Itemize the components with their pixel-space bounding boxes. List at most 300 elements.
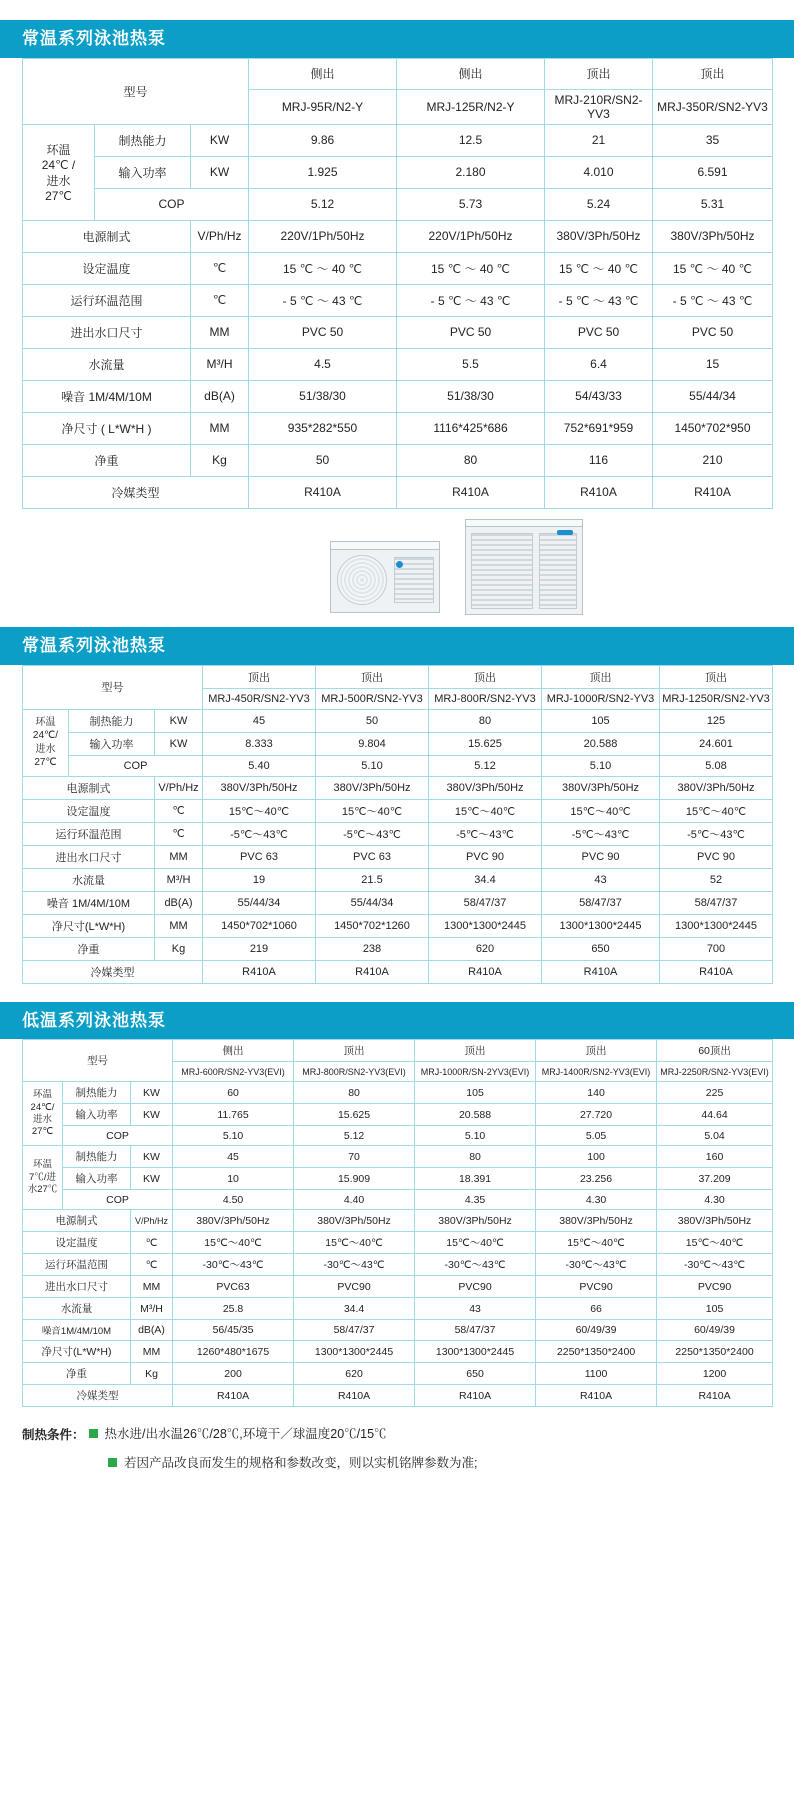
- table-row: [23, 845, 773, 868]
- cell: 105: [657, 1298, 773, 1320]
- table-row: [23, 755, 773, 776]
- model-value: MRJ-800R/SN2‐YV3: [429, 688, 542, 709]
- row-label: COP: [95, 188, 249, 220]
- model-value: MRJ-1000R/SN2‐YV3: [542, 688, 660, 709]
- table-row-outlet: [23, 1040, 773, 1062]
- cell: 220V/1Ph/50Hz: [397, 220, 545, 252]
- row-label: 净尺寸(L*W*H): [23, 914, 155, 937]
- cell: 50: [249, 444, 397, 476]
- cond-line: 环温: [32, 1089, 52, 1101]
- row-label: 净尺寸 ( L*W*H ): [23, 412, 191, 444]
- cell: 45: [203, 709, 316, 732]
- table-row: [23, 868, 773, 891]
- cell: 80: [397, 444, 545, 476]
- table-row: [23, 914, 773, 937]
- cell: PVC 50: [397, 316, 545, 348]
- cell: 5.05: [536, 1126, 657, 1146]
- row-unit: MM: [131, 1276, 173, 1298]
- cell: 1200: [657, 1363, 773, 1385]
- cell: -30℃～43℃: [294, 1254, 415, 1276]
- row-label: 噪音1M/4M/10M: [23, 1320, 131, 1341]
- cell: 1450*702*950: [653, 412, 773, 444]
- model-value: MRJ-1000R/SN-2YV3(EVI): [415, 1062, 536, 1082]
- cell: R410A: [415, 1385, 536, 1407]
- cell: 1300*1300*2445: [415, 1341, 536, 1363]
- cell: 105: [415, 1082, 536, 1104]
- cell: ‐ 5 ℃ ～ 43 ℃: [397, 284, 545, 316]
- cell: 15℃～40℃: [429, 799, 542, 822]
- row-unit: KW: [131, 1082, 173, 1104]
- table-row: [23, 1363, 773, 1385]
- row-unit: KW: [131, 1146, 173, 1168]
- model-value: MRJ-1400R/SN2-YV3(EVI): [536, 1062, 657, 1082]
- cell: 380V/3Ph/50Hz: [173, 1210, 294, 1232]
- cell: 34.4: [429, 868, 542, 891]
- row-label: 输入功率: [95, 156, 191, 188]
- cell: 15.625: [429, 732, 542, 755]
- cell: 380V/3Ph/50Hz: [415, 1210, 536, 1232]
- cell: 11.765: [173, 1104, 294, 1126]
- cell: 15 ℃ ～ 40 ℃: [249, 252, 397, 284]
- row-label: 水流量: [23, 348, 191, 380]
- footnote-row-1: [22, 1425, 772, 1444]
- cell: 58/47/37: [415, 1320, 536, 1341]
- table-row: [23, 1082, 773, 1104]
- row-unit: Kg: [131, 1363, 173, 1385]
- cond-line: 24℃ /: [41, 158, 76, 173]
- cell: 2.180: [397, 156, 545, 188]
- cell: PVC90: [294, 1276, 415, 1298]
- cond-line: 7℃/进: [29, 1171, 56, 1183]
- cell: 51/38/30: [249, 380, 397, 412]
- cell: 58/47/37: [660, 891, 773, 914]
- cell: 15℃～40℃: [657, 1232, 773, 1254]
- cell: 1260*480*1675: [173, 1341, 294, 1363]
- cell: 8.333: [203, 732, 316, 755]
- row-unit: KW: [191, 156, 249, 188]
- cell: R410A: [657, 1385, 773, 1407]
- row-label: 水流量: [23, 868, 155, 891]
- cell: 380V/3Ph/50Hz: [203, 776, 316, 799]
- row-label: 进出水口尺寸: [23, 316, 191, 348]
- table-row: [23, 732, 773, 755]
- cell: 15 ℃ ～ 40 ℃: [653, 252, 773, 284]
- model-value: MRJ-1250R/SN2‐YV3: [660, 688, 773, 709]
- cell: 54/43/33: [545, 380, 653, 412]
- cell: 20.588: [415, 1104, 536, 1126]
- row-unit: M³/H: [131, 1298, 173, 1320]
- footnote-row-2: [22, 1454, 772, 1473]
- section-banner-normal-1: 常温系列泳池热泵: [0, 20, 794, 58]
- row-label: 设定温度: [23, 1232, 131, 1254]
- cell: 43: [542, 868, 660, 891]
- cell: PVC90: [415, 1276, 536, 1298]
- cell: 380V/3Ph/50Hz: [316, 776, 429, 799]
- row-unit: dB(A): [131, 1320, 173, 1341]
- cell: 70: [294, 1146, 415, 1168]
- cell: 1.925: [249, 156, 397, 188]
- table-row: [23, 1254, 773, 1276]
- table-row: [23, 1104, 773, 1126]
- outlet-label: 60顶出: [657, 1040, 773, 1062]
- cell: 23.256: [536, 1168, 657, 1190]
- row-label: 净重: [23, 1363, 131, 1385]
- cell: 1450*702*1060: [203, 914, 316, 937]
- cell: 5.08: [660, 755, 773, 776]
- row-unit: MM: [131, 1341, 173, 1363]
- cell: 380V/3Ph/50Hz: [294, 1210, 415, 1232]
- cell: 380V/3Ph/50Hz: [660, 776, 773, 799]
- outlet-label: 侧出: [397, 58, 545, 89]
- cell: 5.12: [249, 188, 397, 220]
- cell: 5.10: [316, 755, 429, 776]
- cell: 5.24: [545, 188, 653, 220]
- row-label: 制热能力: [69, 709, 155, 732]
- cond-line: 24℃/: [30, 1101, 55, 1113]
- cell: PVC 90: [660, 845, 773, 868]
- cell: 37.209: [657, 1168, 773, 1190]
- cell: 60/49/39: [657, 1320, 773, 1341]
- table-row: [23, 937, 773, 960]
- cell: 2250*1350*2400: [536, 1341, 657, 1363]
- table-row: [23, 1320, 773, 1341]
- model-value: MRJ‐210R/SN2‐YV3: [545, 89, 653, 124]
- table-row: [23, 348, 773, 380]
- cell: 18.391: [415, 1168, 536, 1190]
- condition-group-label: [23, 124, 95, 220]
- table-row: [23, 960, 773, 983]
- table-row: [23, 1232, 773, 1254]
- cell: 1100: [536, 1363, 657, 1385]
- row-label: 运行环温范围: [23, 822, 155, 845]
- model-value: MRJ-800R/SN2-YV3(EVI): [294, 1062, 415, 1082]
- outlet-label: 顶出: [545, 58, 653, 89]
- cell: -30℃～43℃: [657, 1254, 773, 1276]
- cell: 4.010: [545, 156, 653, 188]
- model-header: 型号: [23, 58, 249, 124]
- bullet-square-icon: [89, 1429, 98, 1438]
- section-normal-2: [0, 665, 794, 984]
- table-row: [23, 709, 773, 732]
- cell: -30℃～43℃: [536, 1254, 657, 1276]
- heat-pump-unit-small-image: [330, 541, 440, 613]
- spec-sheet-page: [0, 20, 794, 1513]
- model-value: MRJ-2250R/SN2-YV3(EVI): [657, 1062, 773, 1082]
- cell: R410A: [542, 960, 660, 983]
- cell: 10: [173, 1168, 294, 1190]
- cell: 27.720: [536, 1104, 657, 1126]
- cell: 650: [415, 1363, 536, 1385]
- cond-line: 27℃: [45, 189, 72, 204]
- row-label: 输入功率: [63, 1104, 131, 1126]
- cell: 5.10: [173, 1126, 294, 1146]
- section-normal-1: [0, 58, 794, 509]
- row-label: 电源制式: [23, 1210, 131, 1232]
- cell: 58/47/37: [294, 1320, 415, 1341]
- cond-line: 环温: [46, 143, 71, 158]
- row-label: 电源制式: [23, 220, 191, 252]
- cell: 56/45/35: [173, 1320, 294, 1341]
- table-row: [23, 316, 773, 348]
- cell: 200: [173, 1363, 294, 1385]
- cell: 15℃～40℃: [542, 799, 660, 822]
- table-row: [23, 1341, 773, 1363]
- outlet-label: 顶出: [660, 665, 773, 688]
- bullet-square-icon: [108, 1458, 117, 1467]
- outlet-label: 顶出: [203, 665, 316, 688]
- condition-group-label-2: [23, 1146, 63, 1210]
- cell: 6.4: [545, 348, 653, 380]
- table-row: [23, 124, 773, 156]
- row-label: 进出水口尺寸: [23, 1276, 131, 1298]
- table-row: [23, 799, 773, 822]
- row-label: 净重: [23, 444, 191, 476]
- cell: 4.50: [173, 1190, 294, 1210]
- cell: 380V/3Ph/50Hz: [545, 220, 653, 252]
- cell: PVC63: [173, 1276, 294, 1298]
- cell: ‐ 5 ℃ ～ 43 ℃: [545, 284, 653, 316]
- cell: 5.12: [429, 755, 542, 776]
- cell: 380V/3Ph/50Hz: [536, 1210, 657, 1232]
- cell: ‐ 5 ℃ ～ 43 ℃: [653, 284, 773, 316]
- cell: 1300*1300*2445: [660, 914, 773, 937]
- row-label: 制热能力: [63, 1146, 131, 1168]
- cell: R410A: [429, 960, 542, 983]
- cell: PVC90: [536, 1276, 657, 1298]
- cell: 650: [542, 937, 660, 960]
- cell: 380V/3Ph/50Hz: [542, 776, 660, 799]
- cell: 5.04: [657, 1126, 773, 1146]
- row-unit: V/Ph/Hz: [131, 1210, 173, 1232]
- cell: 380V/3Ph/50Hz: [653, 220, 773, 252]
- cell: 140: [536, 1082, 657, 1104]
- row-unit: V/Ph/Hz: [191, 220, 249, 252]
- cell: -5℃～43℃: [316, 822, 429, 845]
- cell: 4.35: [415, 1190, 536, 1210]
- row-label: 设定温度: [23, 799, 155, 822]
- spec-table-normal-1: [22, 58, 773, 509]
- table-row: [23, 891, 773, 914]
- cell: 15℃～40℃: [536, 1232, 657, 1254]
- cell: 80: [415, 1146, 536, 1168]
- cond-line: 27℃: [31, 1126, 54, 1138]
- cell: R410A: [316, 960, 429, 983]
- row-unit: ℃: [191, 252, 249, 284]
- row-label: 噪音 1M/4M/10M: [23, 380, 191, 412]
- model-header: 型号: [23, 1040, 173, 1082]
- cell: 160: [657, 1146, 773, 1168]
- row-unit: V/Ph/Hz: [155, 776, 203, 799]
- cond-line: 24℃/: [32, 730, 59, 742]
- cell: 225: [657, 1082, 773, 1104]
- condition-group-label-1: [23, 1082, 63, 1146]
- cell: 25.8: [173, 1298, 294, 1320]
- spec-table-low-temp: [22, 1039, 773, 1407]
- cell: 125: [660, 709, 773, 732]
- cell: 935*282*550: [249, 412, 397, 444]
- table-row: [23, 284, 773, 316]
- cell: 620: [429, 937, 542, 960]
- table-row: [23, 1276, 773, 1298]
- cell: 58/47/37: [542, 891, 660, 914]
- outlet-label: 侧出: [173, 1040, 294, 1062]
- cell: R410A: [660, 960, 773, 983]
- cell: 700: [660, 937, 773, 960]
- row-unit: MM: [155, 845, 203, 868]
- cell: 43: [415, 1298, 536, 1320]
- table-row: [23, 252, 773, 284]
- row-label: 制热能力: [63, 1082, 131, 1104]
- model-value: MRJ-450R/SN2‐YV3: [203, 688, 316, 709]
- cell: 15℃～40℃: [294, 1232, 415, 1254]
- table-row: [23, 1146, 773, 1168]
- product-images: [0, 519, 794, 627]
- cell: 219: [203, 937, 316, 960]
- cell: 5.73: [397, 188, 545, 220]
- cell: 80: [429, 709, 542, 732]
- row-unit: ℃: [155, 799, 203, 822]
- table-row: [23, 776, 773, 799]
- cell: 5.40: [203, 755, 316, 776]
- cell: 21: [545, 124, 653, 156]
- cell: 50: [316, 709, 429, 732]
- cell: 105: [542, 709, 660, 732]
- cell: 15℃～40℃: [203, 799, 316, 822]
- model-value: MRJ-600R/SN2-YV3(EVI): [173, 1062, 294, 1082]
- cell: R410A: [536, 1385, 657, 1407]
- cell: 15.625: [294, 1104, 415, 1126]
- table-row: [23, 1190, 773, 1210]
- cell: PVC 90: [542, 845, 660, 868]
- cell: PVC90: [657, 1276, 773, 1298]
- model-value: MRJ‐95R/N2‐Y: [249, 89, 397, 124]
- cell: 44.64: [657, 1104, 773, 1126]
- table-row: [23, 412, 773, 444]
- row-unit: dB(A): [191, 380, 249, 412]
- cell: R410A: [653, 476, 773, 508]
- table-row-outlet: [23, 665, 773, 688]
- row-unit: dB(A): [155, 891, 203, 914]
- cell: 55/44/34: [653, 380, 773, 412]
- cell: 4.40: [294, 1190, 415, 1210]
- cell: 55/44/34: [203, 891, 316, 914]
- row-label: 运行环温范围: [23, 1254, 131, 1276]
- cell: PVC 63: [316, 845, 429, 868]
- cell: PVC 50: [545, 316, 653, 348]
- cell: 21.5: [316, 868, 429, 891]
- row-unit: Kg: [155, 937, 203, 960]
- heat-pump-unit-large-image: [465, 519, 585, 615]
- row-unit: KW: [131, 1104, 173, 1126]
- cell: 15: [653, 348, 773, 380]
- cell: 20.588: [542, 732, 660, 755]
- table-row: [23, 444, 773, 476]
- row-label: 冷媒类型: [23, 476, 249, 508]
- row-unit: M³/H: [155, 868, 203, 891]
- row-unit: ℃: [131, 1232, 173, 1254]
- outlet-label: 侧出: [249, 58, 397, 89]
- table-row: [23, 1210, 773, 1232]
- cell: 35: [653, 124, 773, 156]
- table-row: [23, 822, 773, 845]
- cell: 55/44/34: [316, 891, 429, 914]
- row-unit: ℃: [155, 822, 203, 845]
- cond-line: 水27℃: [27, 1184, 58, 1196]
- row-label: 运行环温范围: [23, 284, 191, 316]
- cell: R410A: [203, 960, 316, 983]
- section-banner-normal-2: 常温系列泳池热泵: [0, 627, 794, 665]
- cond-line: 27℃: [34, 757, 57, 769]
- outlet-label: 顶出: [653, 58, 773, 89]
- cell: 15℃～40℃: [415, 1232, 536, 1254]
- cell: 60/49/39: [536, 1320, 657, 1341]
- cond-line: 环温: [35, 716, 56, 728]
- footnote-title: 制热条件：: [22, 1428, 85, 1443]
- cell: 100: [536, 1146, 657, 1168]
- row-label: 输入功率: [69, 732, 155, 755]
- cell: 5.5: [397, 348, 545, 380]
- model-value: MRJ‐125R/N2‐Y: [397, 89, 545, 124]
- condition-group-label: [23, 709, 69, 776]
- cell: -5℃～43℃: [542, 822, 660, 845]
- row-unit: ℃: [131, 1254, 173, 1276]
- outlet-label: 顶出: [316, 665, 429, 688]
- cell: -30℃～43℃: [415, 1254, 536, 1276]
- cell: PVC 50: [249, 316, 397, 348]
- row-label: COP: [63, 1126, 173, 1146]
- cell: 5.10: [542, 755, 660, 776]
- row-unit: KW: [155, 732, 203, 755]
- cell: 1300*1300*2445: [294, 1341, 415, 1363]
- cell: 1300*1300*2445: [429, 914, 542, 937]
- cell: 45: [173, 1146, 294, 1168]
- row-label: 电源制式: [23, 776, 155, 799]
- cell: PVC 63: [203, 845, 316, 868]
- cell: -5℃～43℃: [660, 822, 773, 845]
- cell: 5.12: [294, 1126, 415, 1146]
- cell: 9.86: [249, 124, 397, 156]
- cell: R410A: [397, 476, 545, 508]
- cell: 238: [316, 937, 429, 960]
- row-label: 净重: [23, 937, 155, 960]
- row-label: 输入功率: [63, 1168, 131, 1190]
- section-low-temp: [0, 1039, 794, 1407]
- cell: -5℃～43℃: [429, 822, 542, 845]
- cell: 34.4: [294, 1298, 415, 1320]
- footnote-text-2: 若因产品改良而发生的规格和参数改变，则以实机铭牌参数为准;: [124, 1456, 478, 1471]
- cell: 15 ℃ ～ 40 ℃: [397, 252, 545, 284]
- cell: 24.601: [660, 732, 773, 755]
- cond-line: 环温: [32, 1159, 52, 1171]
- cell: 210: [653, 444, 773, 476]
- model-value: MRJ‐350R/SN2‐YV3: [653, 89, 773, 124]
- cell: 4.5: [249, 348, 397, 380]
- cell: R410A: [173, 1385, 294, 1407]
- cell: 1116*425*686: [397, 412, 545, 444]
- row-unit: Kg: [191, 444, 249, 476]
- row-label: 水流量: [23, 1298, 131, 1320]
- cell: PVC 90: [429, 845, 542, 868]
- row-unit: MM: [191, 412, 249, 444]
- table-row: [23, 156, 773, 188]
- cell: 66: [536, 1298, 657, 1320]
- cell: 19: [203, 868, 316, 891]
- footnote-text-1: 热水进/出水温26℃/28℃,环境干／球温度20℃/15℃: [104, 1427, 387, 1442]
- row-label: COP: [69, 755, 203, 776]
- model-header: 型号: [23, 665, 203, 709]
- cell: 1450*702*1260: [316, 914, 429, 937]
- cell: -5℃～43℃: [203, 822, 316, 845]
